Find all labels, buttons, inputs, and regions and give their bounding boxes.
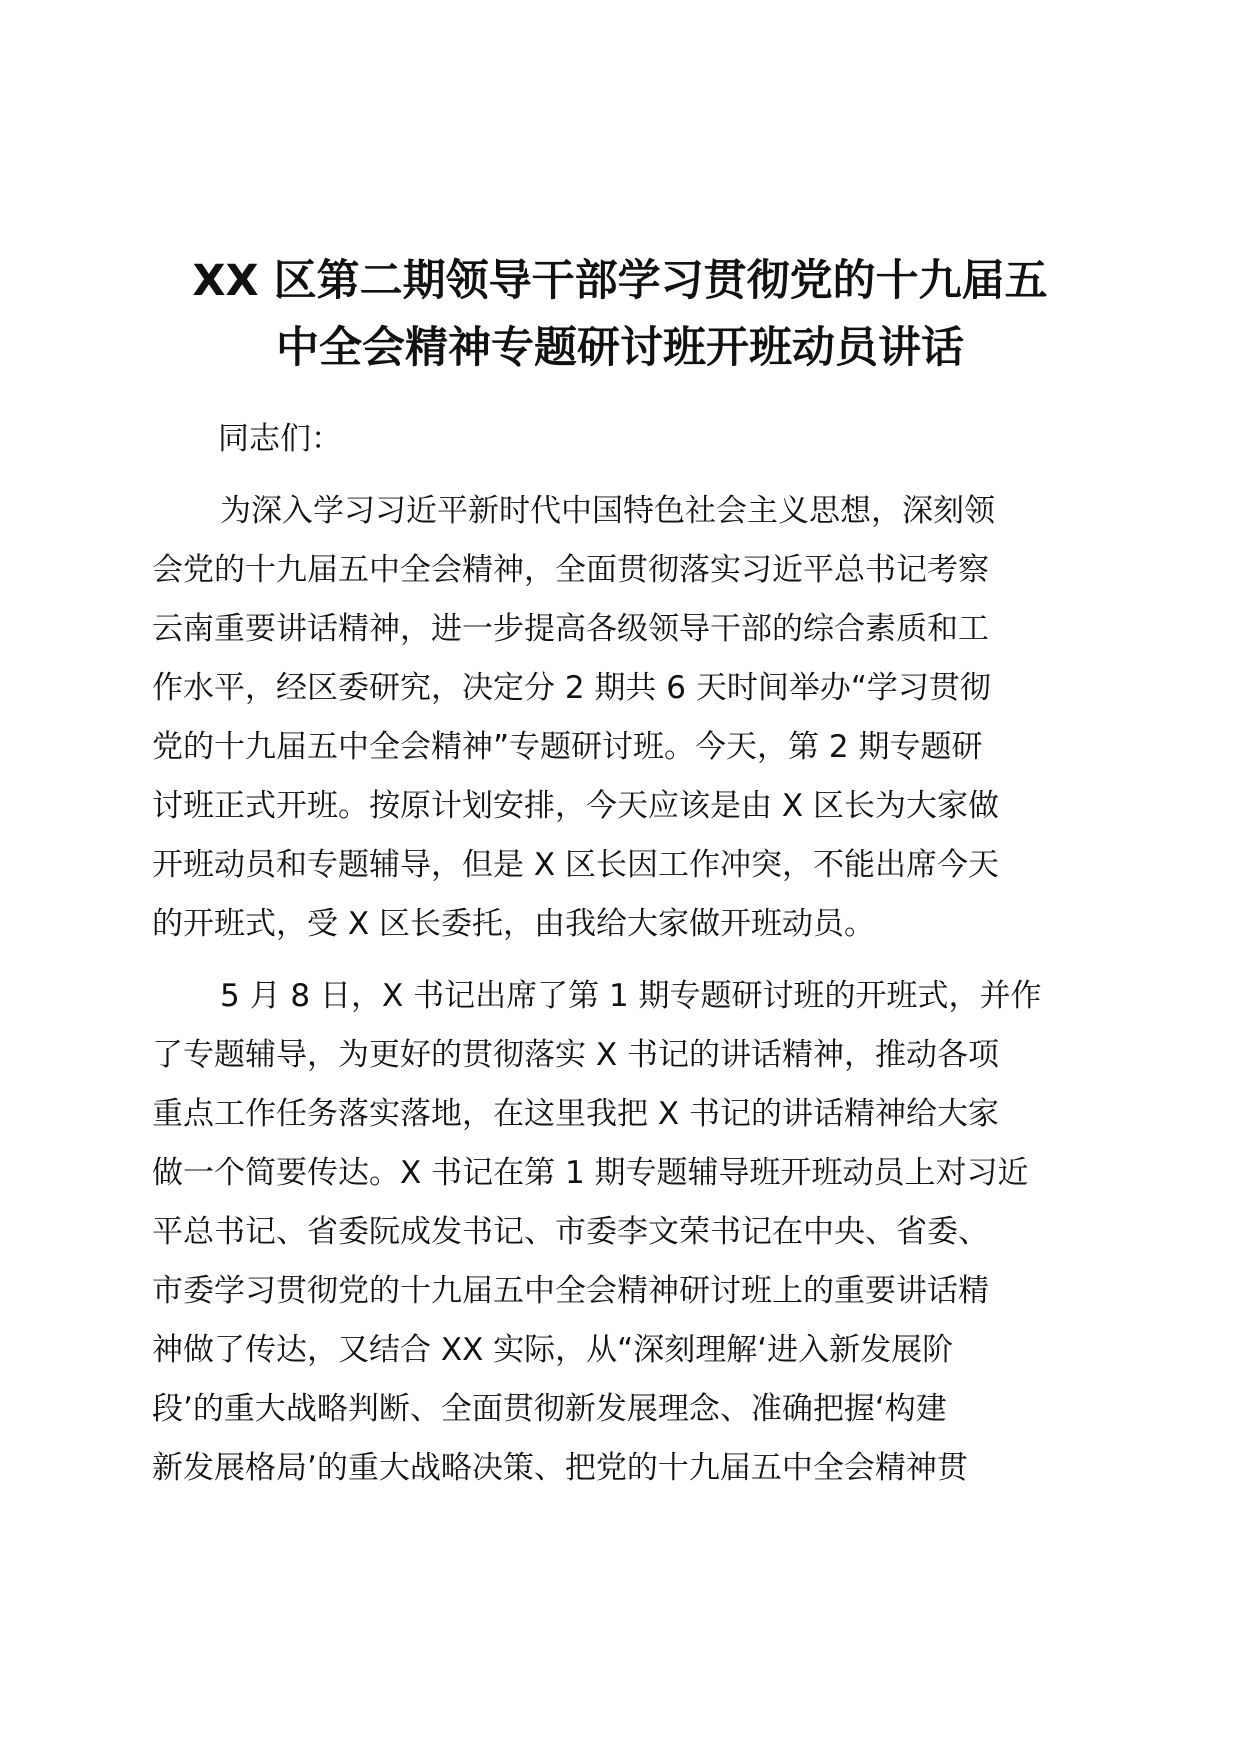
paragraph-line: 5 月 8 日，X 书记出席了第 1 期专题研讨班的开班式，并作: [220, 978, 1042, 1014]
paragraph-line: 重点工作任务落实落地，在这里我把 X 书记的讲话精神给大家: [152, 1096, 999, 1132]
paragraph-line: 神做了传达，又结合 XX 实际，从“深刻理解‘进入新发展阶: [152, 1332, 954, 1368]
document-title: [140, 248, 1100, 382]
title-line-2: 中全会精神专题研讨班开班动员讲话: [276, 323, 964, 373]
paragraph-line: 为深入学习习近平新时代中国特色社会主义思想，深刻领: [220, 493, 995, 529]
greeting: 同志们：: [218, 421, 342, 457]
paragraph-line: 会党的十九届五中全会精神，全面贯彻落实习近平总书记考察: [152, 552, 989, 588]
paragraph-line: 云南重要讲话精神，进一步提高各级领导干部的综合素质和工: [152, 611, 989, 647]
paragraph-line: 平总书记、省委阮成发书记、市委李文荣书记在中央、省委、: [152, 1214, 989, 1250]
paragraph-line: 党的十九届五中全会精神”专题研讨班。今天，第 2 期专题研: [152, 729, 983, 765]
paragraph-line: 了专题辅导，为更好的贯彻落实 X 书记的讲话精神，推动各项: [152, 1037, 999, 1073]
paragraph-line: 市委学习贯彻党的十九届五中全会精神研讨班上的重要讲话精: [152, 1273, 989, 1309]
paragraph-line: 段’的重大战略判断、全面贯彻新发展理念、准确把握‘构建: [152, 1391, 947, 1427]
title-line-1: XX 区第二期领导干部学习贯彻党的十九届五: [192, 256, 1048, 306]
paragraph-line: 做一个简要传达。X 书记在第 1 期专题辅导班开班动员上对习近: [152, 1155, 1029, 1191]
paragraph-2: [152, 967, 1087, 1498]
document-body: [152, 410, 1087, 1511]
paragraph-line: 的开班式，受 X 区长委托，由我给大家做开班动员。: [152, 906, 875, 942]
paragraph-line: 讨班正式开班。按原计划安排，今天应该是由 X 区长为大家做: [152, 788, 999, 824]
paragraph-1: [152, 482, 1087, 954]
paragraph-line: 开班动员和专题辅导，但是 X 区长因工作冲突，不能出席今天: [152, 847, 999, 883]
paragraph-line: 新发展格局’的重大战略决策、把党的十九届五中全会精神贯: [152, 1450, 968, 1486]
paragraph-line: 作水平，经区委研究，决定分 2 期共 6 天时间举办“学习贯彻: [152, 670, 991, 706]
